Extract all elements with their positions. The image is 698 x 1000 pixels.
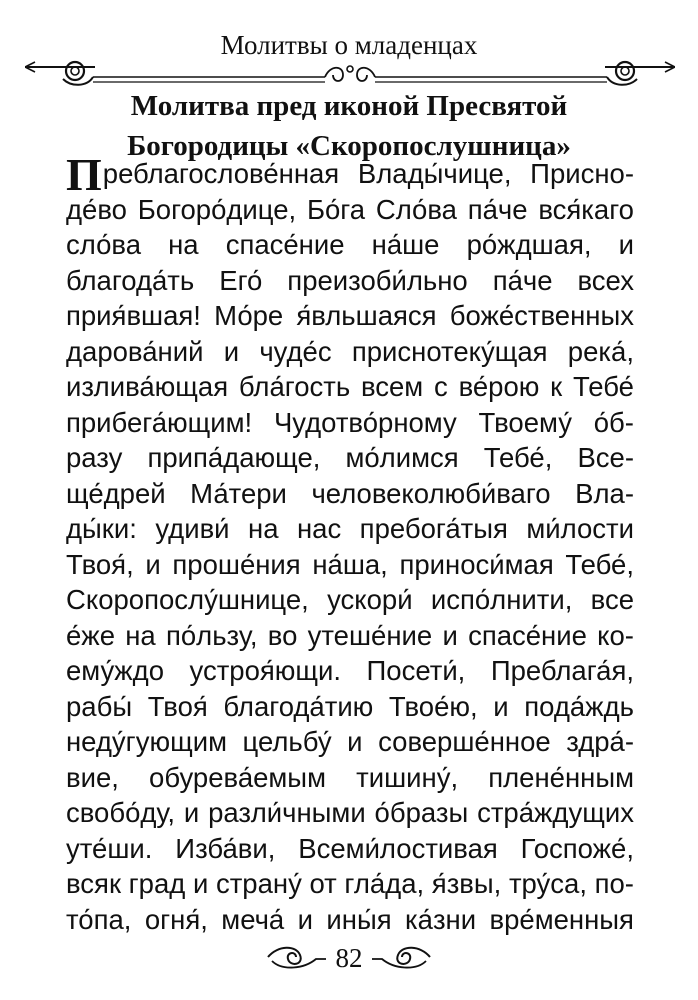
word: и	[618, 229, 634, 260]
word: рабы́	[66, 690, 133, 722]
word: и	[145, 548, 161, 580]
word: плене́нным	[488, 761, 634, 793]
text-line	[66, 263, 634, 299]
word: уте́ши.	[66, 832, 153, 864]
word: огня́,	[144, 903, 208, 935]
text-line	[66, 795, 634, 831]
word: я́вльшаяся	[296, 300, 437, 331]
text-line	[66, 440, 634, 476]
word: град	[128, 868, 186, 899]
text-line	[66, 148, 634, 200]
word: ко-	[597, 619, 634, 651]
word: меча́	[221, 903, 285, 935]
word: я́звы,	[431, 868, 502, 899]
word: человеколюби́ваго	[311, 477, 551, 509]
word: бла́гость	[238, 371, 351, 402]
word: и	[493, 690, 509, 722]
word: благода́тию	[223, 690, 374, 722]
word: все	[590, 584, 634, 615]
word: тишину́,	[356, 761, 459, 793]
word: Твоя́,	[66, 548, 134, 580]
word: Тебе́,	[565, 548, 634, 580]
word: Госпоже́,	[520, 832, 634, 864]
word: излива́ющая	[66, 371, 229, 402]
word: разли́чными	[208, 797, 366, 828]
word: и	[192, 868, 209, 899]
word: прия́вшая!	[66, 300, 201, 331]
word: Богоро́дице,	[137, 193, 297, 225]
word: вре́менныя	[489, 903, 634, 935]
word: пода́ждь	[524, 690, 634, 722]
word: Посети́,	[366, 655, 466, 686]
word: свобо́ду,	[66, 797, 176, 828]
prayer-title-line-2: Богородицы «Скоропослушница»	[127, 130, 571, 162]
word: на́ше	[371, 229, 440, 260]
word: соверше́нное	[378, 726, 551, 757]
word: испо́лнити,	[430, 584, 573, 615]
word: припа́дающе,	[147, 442, 321, 473]
word: па́че	[492, 264, 553, 296]
word: приснотеку́щая	[351, 335, 548, 367]
text-line	[66, 618, 634, 654]
word: реблагослове́нная	[102, 158, 340, 189]
word: и	[297, 903, 313, 935]
word: ро́ждшая,	[466, 229, 592, 260]
word: от	[309, 868, 337, 899]
page-number: 82	[335, 943, 363, 973]
word: ве́рою	[458, 371, 540, 402]
word: разу	[66, 442, 123, 473]
word: на	[125, 619, 156, 651]
word: о́бразы	[374, 797, 469, 828]
text-line	[66, 547, 634, 583]
word: река́,	[567, 335, 634, 367]
word: прибега́ющим!	[66, 406, 253, 438]
word: вие,	[66, 761, 119, 793]
text-line	[66, 298, 634, 334]
word: страну́	[215, 868, 302, 899]
text-line	[66, 227, 634, 263]
word: по́льзу,	[166, 619, 258, 651]
text-line	[66, 689, 634, 725]
word: благода́ть	[66, 264, 195, 296]
word: па́че	[467, 193, 528, 225]
word: боже́ственных	[449, 300, 634, 331]
word: Преблага́я,	[490, 655, 634, 686]
word: Чудотво́рному	[273, 406, 457, 438]
word: цельбу́	[242, 726, 332, 757]
text-line	[66, 724, 634, 760]
word: Ма́тери	[190, 477, 287, 509]
word: ды́ки:	[66, 513, 137, 544]
word: к	[550, 371, 563, 402]
word: всяк	[66, 868, 121, 899]
text-line	[66, 831, 634, 867]
word: и	[442, 619, 458, 651]
word: на́ша,	[312, 548, 388, 580]
word: проше́ния	[172, 548, 301, 580]
word: на	[168, 229, 199, 260]
running-head: Молитвы о младенцах	[220, 30, 478, 60]
word: Тебе́,	[483, 442, 553, 473]
word: Бо́га	[306, 193, 366, 225]
text-line	[66, 653, 634, 689]
word: нас	[296, 513, 342, 544]
word: ми́лости	[526, 513, 634, 544]
word: тру́са,	[508, 868, 587, 899]
word: сло́ва	[66, 229, 141, 260]
drop-cap: П	[66, 148, 102, 200]
word: чуде́с	[259, 335, 332, 367]
word: де́во	[66, 193, 127, 225]
word: утеше́ние	[307, 619, 433, 651]
text-line	[66, 334, 634, 370]
prayer-title-line-1: Молитва пред иконой Пресвятой	[130, 90, 568, 122]
text-line	[66, 511, 634, 547]
word: ины́я	[326, 903, 392, 935]
word: Вла-	[575, 477, 634, 509]
word: с	[434, 371, 448, 402]
text-line	[66, 192, 634, 228]
word: Сло́ва	[375, 193, 457, 225]
word: Его́	[219, 264, 263, 296]
text-line	[66, 902, 634, 938]
word: ще́дрей	[66, 477, 166, 509]
word: Все-	[577, 442, 634, 473]
word: во	[267, 619, 298, 651]
word: устроя́ющи.	[189, 655, 342, 686]
word: ему́ждо	[66, 655, 164, 686]
word: гла́да,	[344, 868, 425, 899]
word: приноси́мая	[399, 548, 554, 580]
word: дарова́ний	[66, 335, 204, 367]
word: всем	[360, 371, 424, 402]
word: удиви́	[155, 513, 230, 544]
word: Тебе́	[573, 371, 634, 402]
word: и	[183, 797, 200, 828]
word: и	[347, 726, 363, 757]
text-line	[66, 369, 634, 405]
word: е́же	[66, 619, 115, 651]
word: всех	[577, 264, 634, 296]
prayer-text	[66, 148, 634, 935]
word: то́па,	[66, 903, 132, 935]
text-line	[66, 476, 634, 512]
word: вся́каго	[538, 193, 634, 225]
word: Твоя́	[147, 690, 208, 722]
word: стра́ждущих	[477, 797, 634, 828]
word: неду́гующим	[66, 726, 227, 757]
word: ускори́	[327, 584, 413, 615]
prayer-title	[0, 86, 698, 166]
word: Твое́ю,	[388, 690, 478, 722]
word: здра́-	[566, 726, 634, 757]
word: спасе́ние	[468, 619, 587, 651]
text-line	[66, 582, 634, 618]
word: и	[223, 335, 240, 367]
text-line	[66, 866, 634, 902]
word: на	[248, 513, 279, 544]
word: о́б-	[593, 406, 634, 438]
word: обурева́емым	[149, 761, 326, 793]
word: Скоропослу́шнице,	[66, 584, 309, 615]
word: Изба́ви,	[175, 832, 276, 864]
text-line	[66, 760, 634, 796]
text-line	[66, 405, 634, 441]
word: Мо́ре	[214, 300, 284, 331]
word: Влады́чице,	[357, 158, 512, 189]
word: по-	[594, 868, 634, 899]
word: Присно-	[530, 158, 634, 189]
word: преизоби́льно	[287, 264, 468, 296]
word: ка́зни	[405, 903, 477, 935]
first-word	[66, 148, 340, 200]
word: пребога́тыя	[359, 513, 508, 544]
word: Твоему́	[478, 406, 572, 438]
word: спасе́ние	[225, 229, 345, 260]
word: Всеми́лостивая	[298, 832, 498, 864]
word: мо́лимся	[345, 442, 459, 473]
